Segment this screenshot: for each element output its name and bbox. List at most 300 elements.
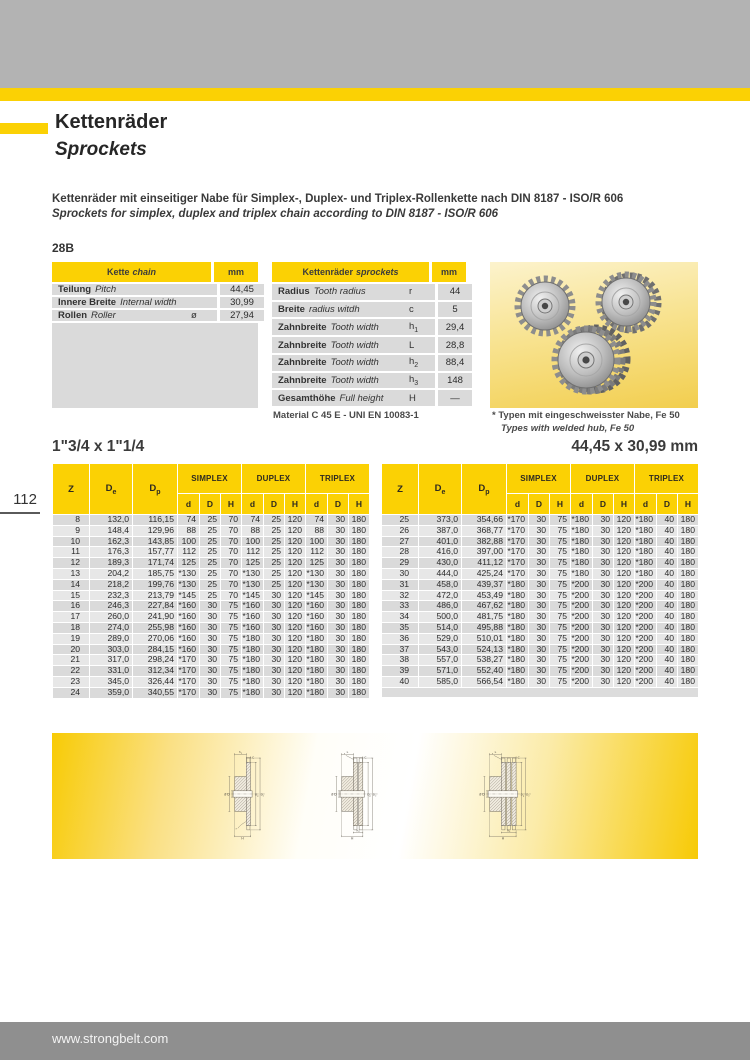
table-cell: 218,2 [90, 580, 132, 590]
table-row [53, 558, 369, 568]
table-cell: 40 [657, 655, 677, 665]
table-row [53, 591, 369, 601]
table-cell: *180 [507, 591, 528, 601]
dimension-label: $D_p$ [255, 792, 259, 798]
table-cell: *200 [635, 612, 656, 622]
table-cell: 70 [221, 558, 241, 568]
table-cell: *160 [306, 612, 327, 622]
table-cell: *160 [178, 601, 199, 611]
row-symbol: ø [191, 310, 197, 321]
table-cell: 180 [349, 688, 369, 698]
table-row [382, 645, 698, 655]
dimension-label: $D_p$ [367, 792, 371, 798]
table-cell: 30 [264, 645, 284, 655]
table-cell: *180 [507, 655, 528, 665]
table-cell: 30 [593, 537, 613, 547]
table-cell: *180 [571, 547, 592, 557]
table-cell: 359,0 [90, 688, 132, 698]
col-subheader: d [507, 494, 528, 514]
table-cell: 120 [614, 601, 634, 611]
table-cell: *180 [571, 515, 592, 525]
col-subheader: D [593, 494, 613, 514]
table-cell: 439,37 [462, 580, 506, 590]
chain-table-filler [52, 323, 258, 408]
table-cell: 120 [285, 558, 305, 568]
table-cell: 472,0 [419, 591, 461, 601]
table-cell: 75 [550, 655, 570, 665]
table-cell: 30 [593, 601, 613, 611]
table-cell: *160 [178, 634, 199, 644]
table-cell: *180 [306, 677, 327, 687]
table-cell: *130 [242, 569, 263, 579]
table-cell: 30 [529, 655, 549, 665]
table-cell: 25 [264, 569, 284, 579]
table-cell: 112 [306, 547, 327, 557]
table-cell: 566,54 [462, 677, 506, 687]
table-cell: 22 [53, 666, 89, 676]
title-accent-bar [0, 123, 48, 134]
table-cell: 8 [53, 515, 89, 525]
table-cell: 444,0 [419, 569, 461, 579]
table-cell: 120 [614, 666, 634, 676]
table-cell: *170 [178, 688, 199, 698]
table-cell: 75 [550, 547, 570, 557]
table-cell: 24 [53, 688, 89, 698]
table-row [382, 515, 698, 525]
table-cell: 176,3 [90, 547, 132, 557]
table-cell: 30 [529, 569, 549, 579]
row-label: Zahnbreite Tooth width $h_1$ [272, 319, 435, 335]
col-subheader: d [306, 494, 327, 514]
table-cell: 241,90 [133, 612, 177, 622]
table-cell: 180 [678, 645, 698, 655]
table-cell: *200 [635, 623, 656, 633]
table-cell: *180 [507, 580, 528, 590]
table-cell: 120 [285, 655, 305, 665]
dimension-label: D [334, 792, 337, 797]
table-cell: *170 [178, 655, 199, 665]
dimension-table-left [52, 463, 370, 699]
chain-header-en: chain [132, 267, 157, 277]
table-cell: 25 [200, 526, 220, 536]
table-cell: *160 [306, 601, 327, 611]
table-cell: 180 [349, 580, 369, 590]
table-cell: *200 [635, 634, 656, 644]
table-cell: 30 [529, 645, 549, 655]
table-cell: 16 [53, 601, 89, 611]
table-cell: 30 [264, 677, 284, 687]
table-cell: 368,77 [462, 526, 506, 536]
table-cell: 30 [529, 537, 549, 547]
table-cell: 30 [264, 688, 284, 698]
table-cell: 88 [242, 526, 263, 536]
table-cell: *170 [178, 677, 199, 687]
table-cell: 33 [382, 601, 418, 611]
table-cell: *170 [507, 526, 528, 536]
table-cell: 30 [593, 634, 613, 644]
table-row [53, 569, 369, 579]
gear-image-2 [599, 275, 658, 330]
table-cell: 25 [200, 558, 220, 568]
table-cell: 30 [529, 515, 549, 525]
table-cell: 180 [678, 547, 698, 557]
table-cell: 112 [178, 547, 199, 557]
table-cell: *180 [306, 634, 327, 644]
table-cell: 120 [614, 591, 634, 601]
table-cell: 20 [53, 645, 89, 655]
table-cell: 30 [328, 612, 348, 622]
table-cell: 30 [593, 612, 613, 622]
table-cell: *180 [507, 645, 528, 655]
table-cell: 571,0 [419, 666, 461, 676]
table-cell: 25 [200, 515, 220, 525]
table-cell: 30 [529, 634, 549, 644]
table-row [382, 580, 698, 590]
table-cell: 35 [382, 623, 418, 633]
gear-image-1 [518, 279, 572, 333]
table-cell: *180 [635, 569, 656, 579]
table-cell: 40 [657, 612, 677, 622]
table-cell: 30 [328, 655, 348, 665]
table-cell: 458,0 [419, 580, 461, 590]
table-cell: 40 [657, 645, 677, 655]
table-cell: 30 [328, 537, 348, 547]
table-cell: 331,0 [90, 666, 132, 676]
table-cell: *130 [178, 569, 199, 579]
col-subheader: d [571, 494, 592, 514]
table-row [382, 612, 698, 622]
col-header-de: $D_e$ [90, 464, 132, 514]
table-cell: 120 [285, 601, 305, 611]
table-cell: 120 [614, 558, 634, 568]
table-cell: *180 [242, 645, 263, 655]
dimension-label: L [346, 750, 349, 755]
table-cell: 30 [529, 666, 549, 676]
chain-header-label [52, 262, 211, 282]
col-subheader: D [529, 494, 549, 514]
table-cell: *180 [242, 655, 263, 665]
table-cell: 227,84 [133, 601, 177, 611]
row-label: Zahnbreite Tooth width $h_3$ [272, 373, 435, 389]
table-cell: *180 [571, 558, 592, 568]
table-cell: 120 [614, 526, 634, 536]
table-cell: 467,62 [462, 601, 506, 611]
table-cell: *145 [306, 591, 327, 601]
sprocket-section-drawing [222, 744, 278, 845]
col-subheader: D [657, 494, 677, 514]
table-cell: 180 [678, 580, 698, 590]
table-cell: *180 [635, 537, 656, 547]
row-value: 88,4 [438, 355, 472, 371]
table-cell: 303,0 [90, 645, 132, 655]
table-cell: 180 [678, 601, 698, 611]
table-cell: 486,0 [419, 601, 461, 611]
table-cell: 180 [678, 558, 698, 568]
table-cell: 180 [349, 677, 369, 687]
dimension-label: H [501, 836, 505, 841]
table-cell: 148,4 [90, 526, 132, 536]
footer-url: www.strongbelt.com [52, 1031, 169, 1046]
col-subheader: H [678, 494, 698, 514]
table-cell: 30 [200, 688, 220, 698]
sprocket-section-drawing [477, 744, 533, 845]
table-cell: *200 [635, 591, 656, 601]
table-cell: 40 [657, 666, 677, 676]
table-cell: *180 [507, 634, 528, 644]
table-cell: 75 [550, 515, 570, 525]
sprocket-header-de: Kettenräder [302, 267, 353, 277]
table-cell: 75 [550, 537, 570, 547]
table-cell: 180 [678, 612, 698, 622]
sprocket-table-header [272, 262, 466, 282]
table-cell: 180 [678, 655, 698, 665]
table-cell: 37 [382, 645, 418, 655]
table-cell: 129,96 [133, 526, 177, 536]
table-cell: 70 [221, 580, 241, 590]
chain-table-header [52, 262, 258, 282]
table-cell: 120 [614, 634, 634, 644]
dimension-label: d [224, 792, 227, 797]
table-cell: 289,0 [90, 634, 132, 644]
table-cell: 510,01 [462, 634, 506, 644]
row-label: Radius Tooth radius r [272, 284, 435, 300]
col-group-triplex: TRIPLEX [635, 464, 698, 493]
dimension-table-right [381, 463, 699, 698]
table-cell: 552,40 [462, 666, 506, 676]
table-cell: 36 [382, 634, 418, 644]
table-cell: 25 [264, 580, 284, 590]
table-cell: 75 [550, 645, 570, 655]
table-cell: 75 [550, 558, 570, 568]
table-cell: *200 [571, 623, 592, 633]
table-cell: 40 [657, 623, 677, 633]
table-cell: 30 [593, 547, 613, 557]
table-cell: 125 [242, 558, 263, 568]
table-cell: 120 [285, 580, 305, 590]
table-cell: 23 [53, 677, 89, 687]
table-cell: 39 [382, 666, 418, 676]
table-cell: 70 [221, 526, 241, 536]
table-cell: *200 [635, 601, 656, 611]
row-label: Zahnbreite Tooth width $h_2$ [272, 355, 435, 371]
row-symbol: c [409, 304, 414, 316]
table-cell: 340,55 [133, 688, 177, 698]
table-cell: 120 [285, 666, 305, 676]
table-cell: *160 [242, 623, 263, 633]
table-cell: 354,66 [462, 515, 506, 525]
dimension-label: $D_p$ [520, 792, 525, 798]
table-cell: *160 [306, 623, 327, 633]
table-cell: 171,74 [133, 558, 177, 568]
table-cell: 112 [242, 547, 263, 557]
table-cell: 75 [221, 623, 241, 633]
table-cell: 180 [678, 634, 698, 644]
dimension-table [52, 463, 370, 699]
table-cell: 30 [328, 688, 348, 698]
table-cell: 125 [306, 558, 327, 568]
table-cell: 75 [221, 666, 241, 676]
table-cell: 75 [550, 601, 570, 611]
table-cell: 19 [53, 634, 89, 644]
table-cell: 120 [285, 612, 305, 622]
table-cell: 15 [53, 591, 89, 601]
table-cell: 30 [328, 547, 348, 557]
table-cell: 125 [178, 558, 199, 568]
table-row [53, 601, 369, 611]
dimension-label: $D_e$ [372, 792, 377, 798]
table-cell: 30 [328, 634, 348, 644]
table-cell: 180 [678, 623, 698, 633]
table-cell: 373,0 [419, 515, 461, 525]
table-row [53, 655, 369, 665]
table-cell: 75 [550, 666, 570, 676]
table-row [382, 601, 698, 611]
table-cell: 34 [382, 612, 418, 622]
page-title: Kettenräder [55, 111, 168, 133]
description-de: Kettenräder mit einseitiger Nabe für Simplex-, Duplex- und Triplex-Rollenkette nach DIN 8187 - ISO/R 606 [52, 193, 624, 205]
table-cell-empty [382, 688, 698, 698]
col-subheader: d [635, 494, 656, 514]
table-cell: 430,0 [419, 558, 461, 568]
table-cell: 25 [382, 515, 418, 525]
table-cell: 246,3 [90, 601, 132, 611]
table-cell: 26 [382, 526, 418, 536]
table-cell: 100 [178, 537, 199, 547]
table-cell: 74 [242, 515, 263, 525]
table-cell: 270,06 [133, 634, 177, 644]
table-cell: 30 [593, 623, 613, 633]
table-cell: 30 [200, 634, 220, 644]
table-cell: 189,3 [90, 558, 132, 568]
row-value: 44,45 [220, 284, 264, 295]
table-cell: 120 [285, 515, 305, 525]
table-cell: 40 [657, 537, 677, 547]
dimension-label: $h_1$ [238, 750, 243, 755]
table-cell: 31 [382, 580, 418, 590]
table-cell: 30 [529, 591, 549, 601]
table-cell: 30 [382, 569, 418, 579]
table-row [53, 623, 369, 633]
table-cell: 75 [550, 580, 570, 590]
table-cell: 255,98 [133, 623, 177, 633]
table-cell: 180 [349, 601, 369, 611]
table-cell: 75 [550, 623, 570, 633]
table-cell: 14 [53, 580, 89, 590]
table-cell: 13 [53, 569, 89, 579]
table-cell: 32 [382, 591, 418, 601]
col-header-dp: $D_p$ [133, 464, 177, 514]
table-cell: *200 [571, 591, 592, 601]
table-cell: 75 [221, 601, 241, 611]
table-row [53, 688, 369, 698]
table-cell: 30 [200, 601, 220, 611]
col-subheader: H [550, 494, 570, 514]
table-cell: *180 [507, 601, 528, 611]
table-cell: 260,0 [90, 612, 132, 622]
table-cell: 30 [264, 666, 284, 676]
table-cell: 284,15 [133, 645, 177, 655]
table-cell: 88 [178, 526, 199, 536]
table-cell: 30 [593, 558, 613, 568]
table-cell: *180 [635, 547, 656, 557]
table-cell: 557,0 [419, 655, 461, 665]
table-cell: *160 [242, 601, 263, 611]
table-cell: 543,0 [419, 645, 461, 655]
table-cell: 180 [349, 558, 369, 568]
table-cell: 75 [550, 612, 570, 622]
table-cell: 30 [328, 569, 348, 579]
table-cell: 30 [593, 580, 613, 590]
table-cell: 180 [349, 515, 369, 525]
table-cell: 30 [593, 591, 613, 601]
table-cell: 120 [285, 688, 305, 698]
table-cell: *180 [306, 666, 327, 676]
table-cell: 180 [349, 645, 369, 655]
table-cell: 180 [349, 537, 369, 547]
table-cell: *180 [635, 526, 656, 536]
table-cell: *160 [178, 623, 199, 633]
sprocket-table-row [272, 337, 466, 353]
chain-header-unit: mm [214, 262, 258, 282]
row-symbol: r [409, 286, 413, 298]
hub-note [492, 410, 680, 435]
table-cell: 25 [200, 591, 220, 601]
table-cell: 70 [221, 537, 241, 547]
table-cell: 30 [529, 612, 549, 622]
table-cell: 213,79 [133, 591, 177, 601]
table-cell: *200 [571, 601, 592, 611]
table-cell: 75 [550, 526, 570, 536]
table-cell: 185,75 [133, 569, 177, 579]
col-subheader: H [221, 494, 241, 514]
sprocket-table-row [272, 302, 466, 318]
page-number: 112 [0, 491, 40, 514]
table-cell: 120 [614, 569, 634, 579]
chain-table-rows [52, 284, 258, 323]
row-symbol: H [409, 392, 416, 404]
size-line [52, 438, 698, 456]
table-cell: 30 [593, 655, 613, 665]
table-row [382, 537, 698, 547]
table-cell: *145 [178, 591, 199, 601]
row-symbol: $h_3$ [409, 374, 419, 387]
chain-table-row [52, 310, 258, 321]
table-cell: 30 [328, 623, 348, 633]
table-cell: 70 [221, 547, 241, 557]
sprocket-header-label [272, 262, 429, 282]
table-cell: 30 [200, 612, 220, 622]
material-note: Material C 45 E - UNI EN 10083-1 [273, 410, 419, 421]
table-cell: *130 [178, 580, 199, 590]
col-group-duplex: DUPLEX [571, 464, 634, 493]
table-row [53, 526, 369, 536]
table-cell: 538,27 [462, 655, 506, 665]
table-cell: 75 [221, 655, 241, 665]
table-cell: *170 [507, 537, 528, 547]
table-cell: 30 [328, 666, 348, 676]
row-value: 27,94 [220, 310, 264, 321]
table-cell: 11 [53, 547, 89, 557]
chain-table-row [52, 284, 258, 295]
drawing-simplex [222, 744, 278, 845]
table-cell: 120 [614, 515, 634, 525]
table-cell: *180 [507, 677, 528, 687]
table-cell: 180 [349, 569, 369, 579]
table-cell: 30 [328, 645, 348, 655]
table-cell: 317,0 [90, 655, 132, 665]
table-cell: 25 [264, 547, 284, 557]
table-cell: *180 [306, 655, 327, 665]
